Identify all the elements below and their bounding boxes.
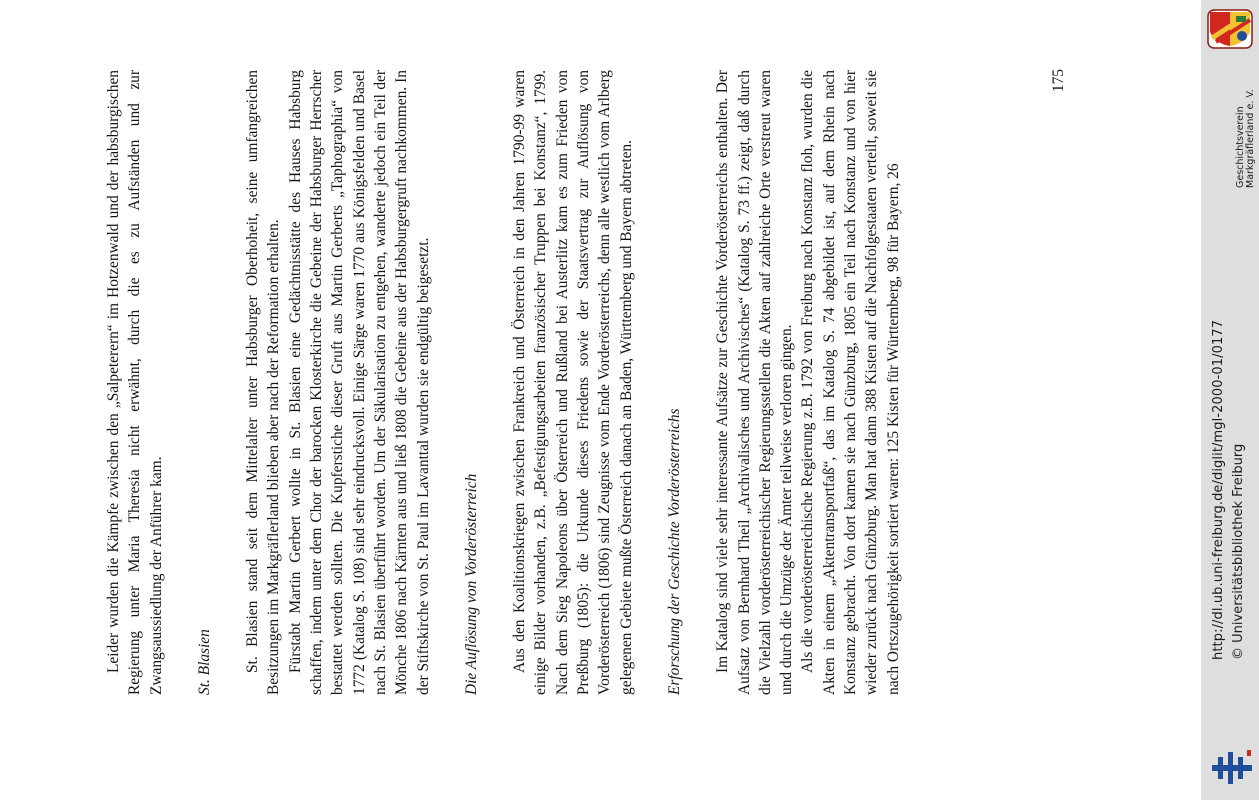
heading-erforschung: Erforschung der Geschichte Vorderösterreichs [665, 408, 683, 695]
paragraph-erforschung-2: Als die vorderösterreichische Regierung z.B. 1792 von Freiburg nach Konstanz floh, wurden die Akten in einem „Aktentransportfaß“, das im Katalog S. 74 abgebildet ist, auf dem Rhein nach Konstanz gebracht. Von dort kamen sie nach Günzburg, 1805 ein Teil nach Konstanz und von hier wieder zurück nach Günzburg. Man hat dann 388 Kisten auf die Nachfolgestaaten verteilt, soweit sie nach Ortszugehörigkeit sortiert waren: 125 Kisten für Württemberg, 98 für Bayern, 26 [799, 70, 902, 695]
paragraph-salpeterer: Leider wurden die Kämpfe zwischen den „Salpeterern“ im Hotzenwald und der habsburgischen Regierung unter Maria Theresia nicht erwähnt, durch die es zu Aufständen und zur Zwangsaussiedlung der Anführer kam. [105, 70, 165, 695]
permalink-url[interactable]: http://dl.ub.uni-freiburg.de/diglit/mgl-2000-01/0177 [1211, 319, 1226, 660]
paragraph-st-blasien-1: St. Blasien stand seit dem Mittelalter unter Habsburger Oberhoheit, seine umfangreichen Besitzungen im Markgräflerland blieben aber nach der Reformation erhalten. [244, 70, 283, 695]
sidebar-text-block [1201, 0, 1259, 800]
page-body [103, 70, 904, 695]
coat-of-arms-icon [1206, 8, 1254, 50]
paragraph-aufloesung: Aus den Koalitionskriegen zwischen Frankreich und Österreich in den Jahren 1790-99 waren einige Bilder vorhanden, z.B. „Befestigungsarbeiten französischer Truppen bei Konstanz“, 1799. Nach dem Sieg Napoleons über Österreich und Rußland bei Austerlitz kam es zum Frieden von Preßburg (1805): die Urkunde dieses Friedens sowie der Staatsvertrag zur Auflösung von Vorderösterreich (1806) sind Zeugnisse vom Ende Vorderösterreichs, denn alle westlich vom Arlberg gelegenen Gebiete mußte Österreich danach an Baden, Württemberg und Bayern abtreten. [511, 70, 635, 695]
heading-aufloesung: Die Auflösung von Vorderösterreich [462, 473, 480, 695]
copyright-notice: © Universitätsbibliothek Freiburg [1231, 443, 1246, 660]
viewer-sidebar [1201, 0, 1259, 800]
society-name-line1: Geschichtsverein [1235, 106, 1246, 188]
paragraph-erforschung-1: Im Katalog sind viele sehr interessante Aufsätze zur Geschichte Vorderösterreichs enthalten. Der Aufsatz von Bernhard Theil „Archivalisches und Archivisches“ (Katalog S. 73 ff.) zeigt, daß durch die Vielzahl vorderösterreichischer Regierungsstellen die Akten auf zahlreiche Orte verstreut waren und durch die Umzüge der Ämter teilweise verloren gingen. [714, 70, 796, 695]
page-number: 175 [1050, 69, 1067, 93]
heading-st-blasien: St. Blasien [195, 629, 213, 695]
ub-freiburg-logo-icon [1210, 748, 1254, 788]
paragraph-st-blasien-2: Fürstabt Martin Gerbert wollte in St. Blasien eine Gedächtnisstätte des Hauses Habsburg schaffen, indem unter dem Chor der barocken Klosterkirche die Gebeine der Habsburger Herrscher bestattet werden sollten. Die Kupferstiche dieser Gruft aus Martin Gerberts „Taphographia“ von 1772 (Katalog S. 108) sind sehr eindrucksvoll. Einige Särge waren 1770 aus Königsfelden und Basel nach St. Blasien überführt worden. Um der Säkularisation zu entgehen, wanderte jedoch ein Teil der Mönche 1806 nach Kärnten aus und ließ 1808 die Gebeine aus der Habsburgergruft nachkommen. In der Stiftskirche von St. Paul im Lavanttal wurden sie endgültig beigesetzt. [286, 70, 432, 695]
society-name-line2: Markgräflerland e. V. [1245, 89, 1256, 188]
